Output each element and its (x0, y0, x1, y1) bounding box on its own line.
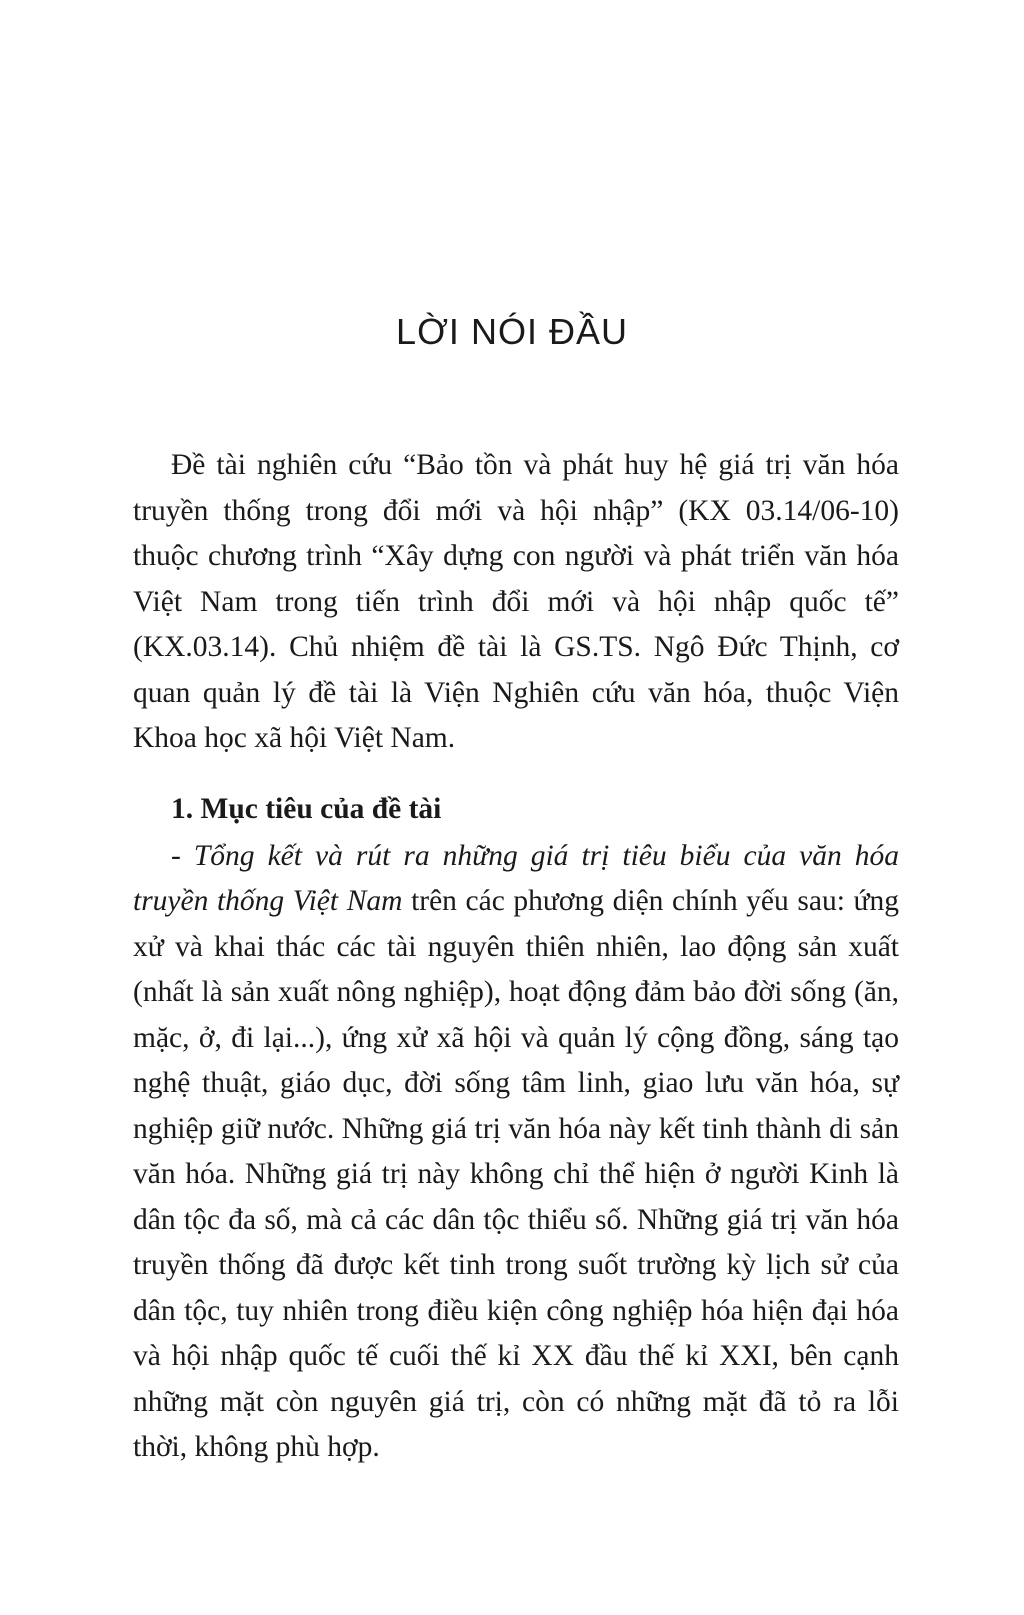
bullet-dash: - (171, 839, 194, 872)
document-body (133, 443, 899, 1471)
intro-paragraph: Đề tài nghiên cứu “Bảo tồn và phát huy hệ giá trị văn hóa truyền thống trong đổi mới và hội nhập” (KX 03.14/06-10) thuộc chương trình “Xây dựng con người và phát triển văn hóa Việt Nam trong tiến trình đổi mới và hội nhập quốc tế” (KX.03.14). Chủ nhiệm đề tài là GS.TS. Ngô Đức Thịnh, cơ quan quản lý đề tài là Viện Nghiên cứu văn hóa, thuộc Viện Khoa học xã hội Việt Nam. (133, 449, 899, 754)
objectives-italic-lead: Tổng kết và rút ra những giá trị tiêu biểu của văn hóa truyền thống Việt Nam (133, 839, 899, 917)
objectives-text: trên các phương diện chính yếu sau: ứng xử và khai thác các tài nguyên thiên nhiên, lao động sản xuất (nhất là sản xuất nông nghiệp), hoạt động đảm bảo đời sống (ăn, mặc, ở, đi lại...), ứng xử xã hội và quản lý cộng đồng, sáng tạo nghệ thuật, giáo dục, đời sống tâm linh, giao lưu văn hóa, sự nghiệp giữ nước. Những giá trị văn hóa này kết tinh thành di sản văn hóa. Những giá trị này không chỉ thể hiện ở người Kinh là dân tộc đa số, mà cả các dân tộc thiểu số. Những giá trị văn hóa truyền thống đã được kết tinh trong suốt trường kỳ lịch sử của dân tộc, tuy nhiên trong điều kiện công nghiệp hóa hiện đại hóa và hội nhập quốc tế cuối thế kỉ XX đầu thế kỉ XXI, bên cạnh những mặt còn nguyên giá trị, còn có những mặt đã tỏ ra lỗi thời, không phù hợp. (133, 885, 900, 1463)
page-title: LỜI NÓI ĐẦU (396, 311, 628, 352)
objectives-paragraph (133, 834, 899, 1471)
section-heading-objectives: 1. Mục tiêu của đề tài (171, 792, 442, 825)
